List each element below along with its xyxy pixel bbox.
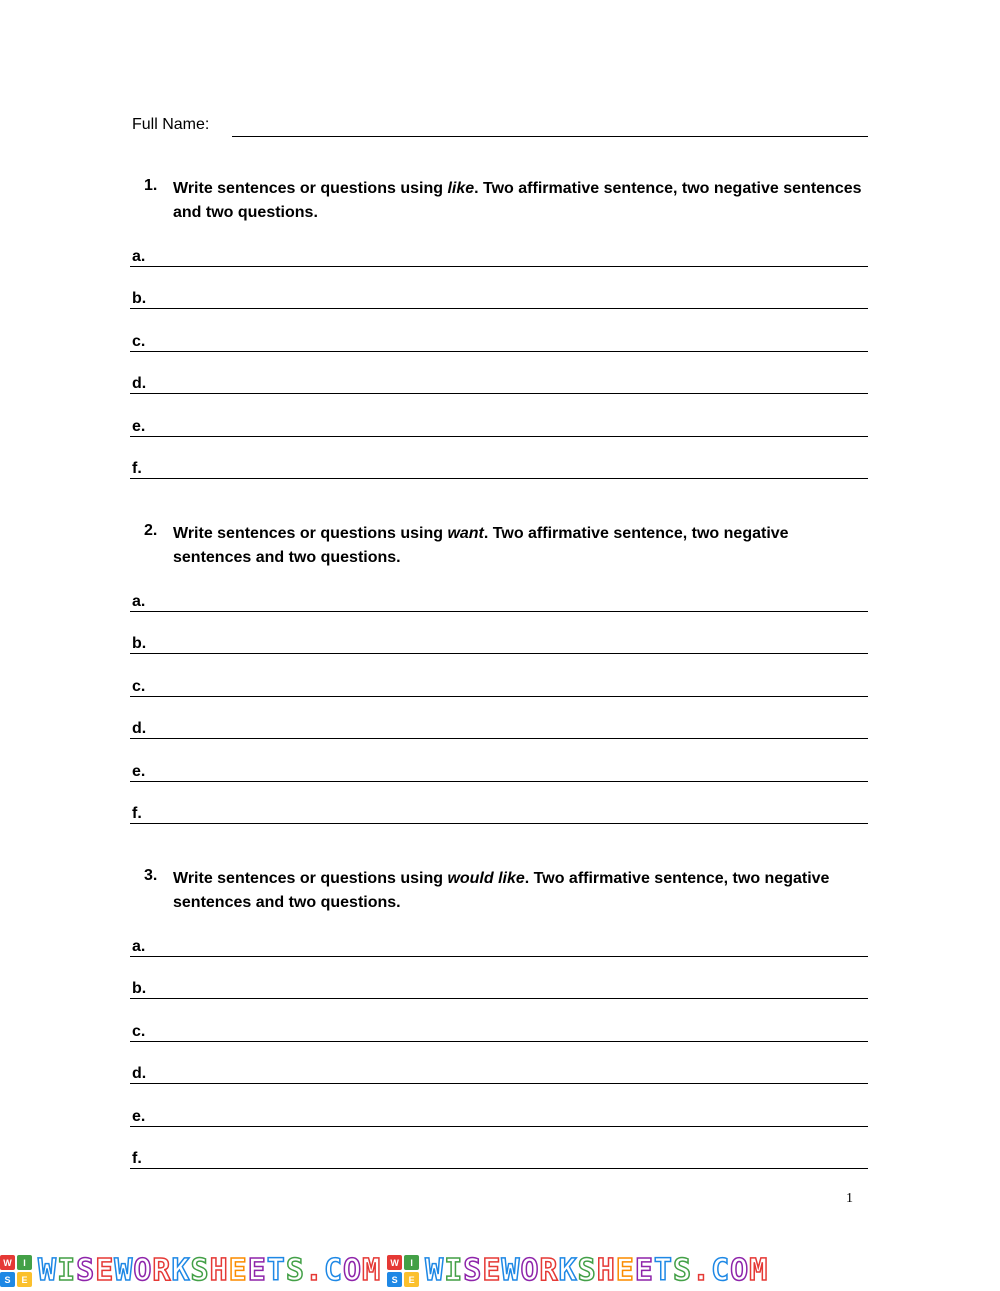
question-text: Write sentences or questions using would like. Two affirmative sentence, two negative sentences and two questions. [173,870,830,911]
answer-line[interactable] [130,224,868,267]
brand-logo-icon [0,1255,32,1287]
logo-cell: E [404,1272,419,1287]
logo-cell: I [17,1255,32,1270]
answer-line[interactable] [130,267,868,310]
answer-label: d. [132,1065,147,1082]
answer-line[interactable] [130,352,868,395]
full-name-line[interactable] [232,136,868,137]
answer-label: b. [132,980,147,997]
answer-list-1 [130,224,868,479]
answer-line[interactable] [130,1084,868,1127]
answer-label: e. [132,417,146,435]
answer-label: f. [132,805,142,822]
question-number: 3. [144,867,158,884]
logo-cell: S [0,1272,15,1287]
answer-line[interactable] [130,394,868,437]
answer-line[interactable] [130,914,868,957]
answer-line[interactable] [130,739,868,782]
page-number: 1 [846,1191,853,1206]
question-number: 1. [144,177,158,194]
answer-line[interactable] [130,569,868,612]
answer-label: b. [132,635,147,652]
answer-label: a. [132,937,146,955]
answer-label: e. [132,762,146,780]
brand-logo-icon [387,1255,419,1287]
full-name-row [132,116,868,140]
answer-label: c. [132,1022,146,1040]
question-keyword: want [447,525,484,542]
question-text: Write sentences or questions using like. Two affirmative sentence, two negative sentences and two questions. [173,180,862,221]
logo-cell: S [387,1272,402,1287]
answer-label: a. [132,592,146,610]
answer-label: c. [132,332,146,350]
answer-line[interactable] [130,309,868,352]
logo-cell: I [404,1255,419,1270]
full-name-label: Full Name: [132,116,210,133]
question-keyword: would like [447,870,525,887]
answer-label: b. [132,290,147,307]
brand-text: WISEWORKSHEETS.COM [425,1253,769,1288]
answer-line[interactable] [130,782,868,825]
answer-line[interactable] [130,999,868,1042]
question-text: Write sentences or questions using want. Two affirmative sentence, two negative sentences and two questions. [173,525,789,566]
watermark-strip [0,1252,1000,1290]
answer-line[interactable] [130,654,868,697]
watermark-brand [387,1254,768,1288]
answer-label: e. [132,1107,146,1125]
answer-line[interactable] [130,612,868,655]
answer-label: d. [132,375,147,392]
answer-line[interactable] [130,957,868,1000]
question-number: 2. [144,522,158,539]
logo-cell: W [387,1255,402,1270]
logo-cell: W [0,1255,15,1270]
brand-text: WISEWORKSHEETS.COM [38,1253,382,1288]
answer-line[interactable] [130,437,868,480]
answer-line[interactable] [130,1042,868,1085]
answer-label: f. [132,460,142,477]
watermark-brand [0,1254,381,1288]
answer-label: a. [132,247,146,265]
answer-label: f. [132,1150,142,1167]
question-keyword: like [447,180,475,197]
answer-label: c. [132,677,146,695]
answer-label: d. [132,720,147,737]
answer-list-3 [130,914,868,1169]
answer-list-2 [130,569,868,824]
answer-line[interactable] [130,697,868,740]
answer-line[interactable] [130,1127,868,1170]
logo-cell: E [17,1272,32,1287]
